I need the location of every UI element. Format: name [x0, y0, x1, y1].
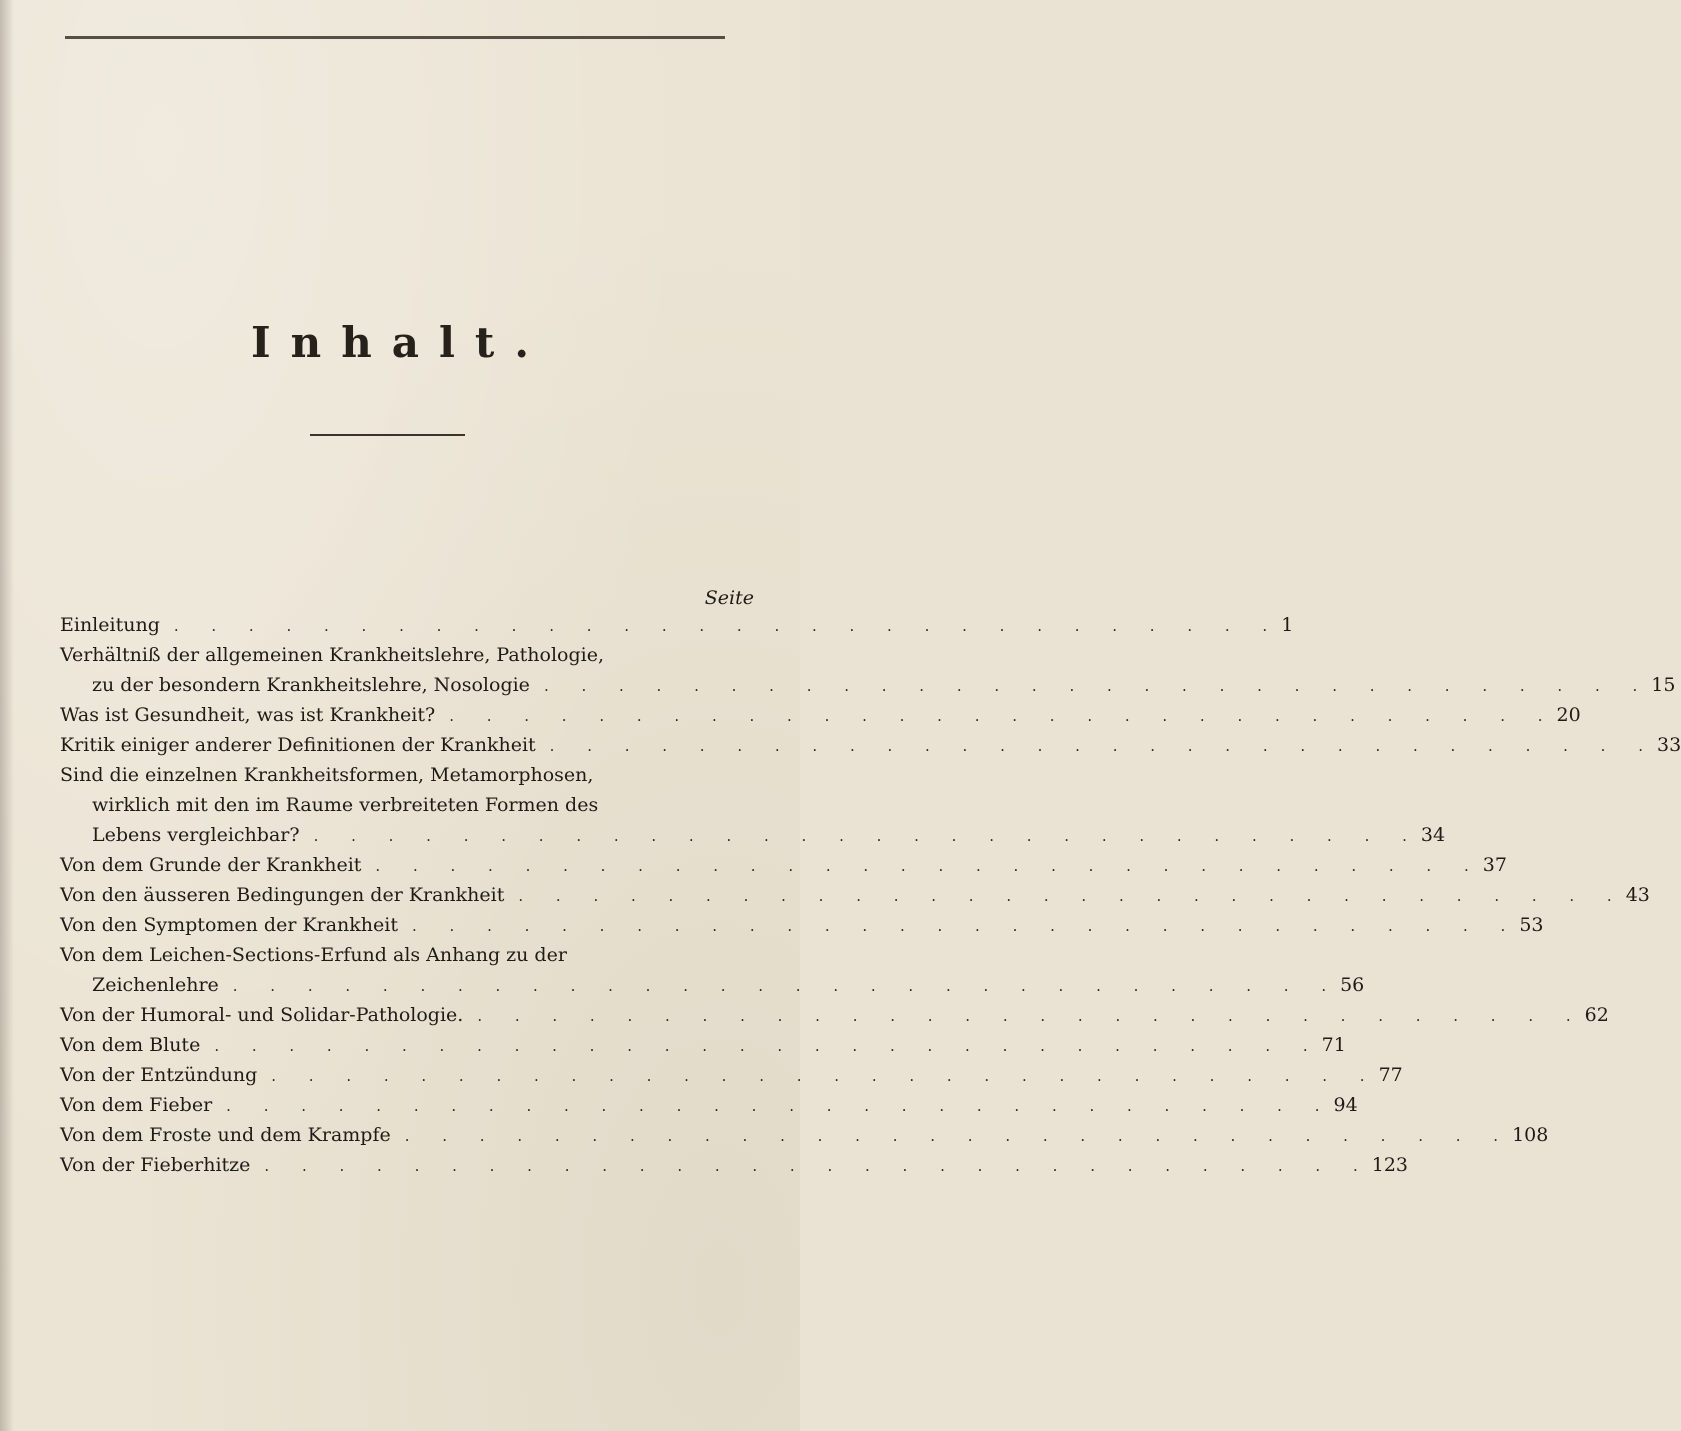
toc-entry-title: Von dem Leichen-Sections-Erfund als Anhang zu der — [60, 944, 567, 966]
toc-entry-line — [60, 880, 1650, 910]
toc-entry-line — [60, 1120, 1549, 1150]
binding-shadow — [0, 0, 14, 1431]
dot-leader: . . . . . . . . . . . . . . . . . . . . . . . . . . . . . . — [543, 677, 1652, 695]
toc-page-number: 34 — [1420, 824, 1446, 846]
toc-entry-title: Von der Entzündung — [60, 1064, 258, 1086]
dot-leader: . . . . . . . . . . . . . . . . . . . . . . . . . . . . . . — [271, 1067, 1379, 1085]
toc-entry-title: Einleitung — [60, 614, 160, 636]
toc-entry — [60, 700, 1581, 730]
dot-leader: . . . . . . . . . . . . . . . . . . . . . . . . . . . . . . — [232, 977, 1341, 995]
toc-page-number: 108 — [1512, 1124, 1549, 1146]
toc-entry-line — [60, 730, 1681, 760]
toc-entry — [60, 880, 1650, 910]
toc-entry-line — [60, 700, 1581, 730]
toc-entry-line — [60, 640, 760, 670]
toc-entry-title: Was ist Gesundheit, was ist Krankheit? — [60, 704, 436, 726]
dot-leader: . . . . . . . . . . . . . . . . . . . . . . . . . . . . . . — [173, 617, 1282, 635]
toc-entry — [60, 640, 1676, 700]
toc-entry — [60, 760, 1446, 850]
toc-entry-title: Sind die einzelnen Krankheitsformen, Metamorphosen, — [60, 764, 594, 786]
toc-entry-line — [60, 1060, 1403, 1090]
toc-entry-line — [60, 970, 1365, 1000]
toc-entry-title: Lebens vergleichbar? — [92, 824, 300, 846]
top-rule — [65, 36, 725, 39]
dot-leader: . . . . . . . . . . . . . . . . . . . . . . . . . . . . . . — [449, 707, 1557, 725]
toc-entry — [60, 910, 1544, 940]
toc-entry-title: Von dem Froste und dem Krampfe — [60, 1124, 391, 1146]
toc-entry-line — [60, 850, 1507, 880]
toc-page-number: 20 — [1556, 704, 1581, 726]
toc-entry — [60, 730, 1681, 760]
toc-page-number: 43 — [1625, 884, 1650, 906]
toc-entry — [60, 1030, 1346, 1060]
toc-entry — [60, 1090, 1358, 1120]
toc-entry — [60, 1000, 1609, 1030]
toc-page-number: 37 — [1482, 854, 1507, 876]
toc-page-number: 123 — [1371, 1154, 1409, 1176]
toc-entry — [60, 1150, 1409, 1180]
toc-page-number: 77 — [1378, 1064, 1403, 1086]
toc-page-number: 62 — [1584, 1004, 1609, 1026]
toc-entry-title: zu der besondern Krankheitslehre, Nosologie — [92, 674, 530, 696]
dot-leader: . . . . . . . . . . . . . . . . . . . . . . . . . . . . . . — [226, 1097, 1334, 1115]
toc-page-number: 56 — [1340, 974, 1365, 996]
toc-entry — [60, 850, 1507, 880]
toc-entry-line — [60, 670, 1676, 700]
dot-leader: . . . . . . . . . . . . . . . . . . . . . . . . . . . . . . — [477, 1007, 1585, 1025]
toc-entry-title: Von den Symptomen der Krankheit — [60, 914, 398, 936]
toc-entry-title: Verhältniß der allgemeinen Krankheitslehre, Pathologie, — [60, 644, 605, 666]
toc-entry-title: wirklich mit den im Raume verbreiteten Formen des — [92, 794, 599, 816]
dot-leader: . . . . . . . . . . . . . . . . . . . . . . . . . . . . . . — [264, 1157, 1372, 1175]
toc-entry-title: Von dem Blute — [60, 1034, 201, 1056]
toc-page-number: 1 — [1281, 614, 1294, 636]
toc-entry-title: Von dem Fieber — [60, 1094, 213, 1116]
toc-entry — [60, 940, 1365, 1000]
dot-leader: . . . . . . . . . . . . . . . . . . . . . . . . . . . . . . — [214, 1037, 1322, 1055]
toc-page-number: 94 — [1333, 1094, 1358, 1116]
toc-entry-title: Von dem Grunde der Krankheit — [60, 854, 362, 876]
toc-page-number: 33 — [1656, 734, 1681, 756]
dot-leader: . . . . . . . . . . . . . . . . . . . . . . . . . . . . . . — [375, 857, 1483, 875]
toc-entry-title: Kritik einiger anderer Definitionen der Krankheit — [60, 734, 536, 756]
toc-page-number: 53 — [1519, 914, 1544, 936]
toc-entry-line — [60, 820, 1446, 850]
toc-entry — [60, 1120, 1549, 1150]
toc-entry-line — [60, 1000, 1609, 1030]
page-title: Inhalt. — [251, 318, 549, 367]
dot-leader: . . . . . . . . . . . . . . . . . . . . . . . . . . . . . . — [412, 917, 1520, 935]
toc-entry-line — [60, 910, 1544, 940]
toc-entry-title: Von den äusseren Bedingungen der Krankheit — [60, 884, 505, 906]
title-rule — [310, 434, 465, 436]
toc-entry — [60, 1060, 1403, 1090]
toc-entry-line — [60, 790, 760, 820]
toc-entry-title: Zeichenlehre — [92, 974, 219, 996]
dot-leader: . . . . . . . . . . . . . . . . . . . . . . . . . . . . . . — [518, 887, 1626, 905]
toc-entry-line — [60, 610, 1294, 640]
dot-leader: . . . . . . . . . . . . . . . . . . . . . . . . . . . . . . — [549, 737, 1657, 755]
toc-page-number: 71 — [1321, 1034, 1346, 1056]
toc-entry-line — [60, 1090, 1358, 1120]
toc-entry — [60, 610, 1294, 640]
toc-page-number: 15 — [1651, 674, 1676, 696]
dot-leader: . . . . . . . . . . . . . . . . . . . . . . . . . . . . . . — [404, 1127, 1513, 1145]
toc-entry-title: Von der Fieberhitze — [60, 1154, 251, 1176]
toc-entry-title: Von der Humoral- und Solidar-Pathologie. — [60, 1004, 464, 1026]
toc-entry-line — [60, 940, 760, 970]
table-of-contents — [60, 610, 1681, 1180]
page-column-header: Seite — [704, 587, 754, 609]
dot-leader: . . . . . . . . . . . . . . . . . . . . . . . . . . . . . . — [313, 827, 1421, 845]
toc-entry-line — [60, 1150, 1409, 1180]
toc-entry-line — [60, 1030, 1346, 1060]
toc-entry-line — [60, 760, 760, 790]
